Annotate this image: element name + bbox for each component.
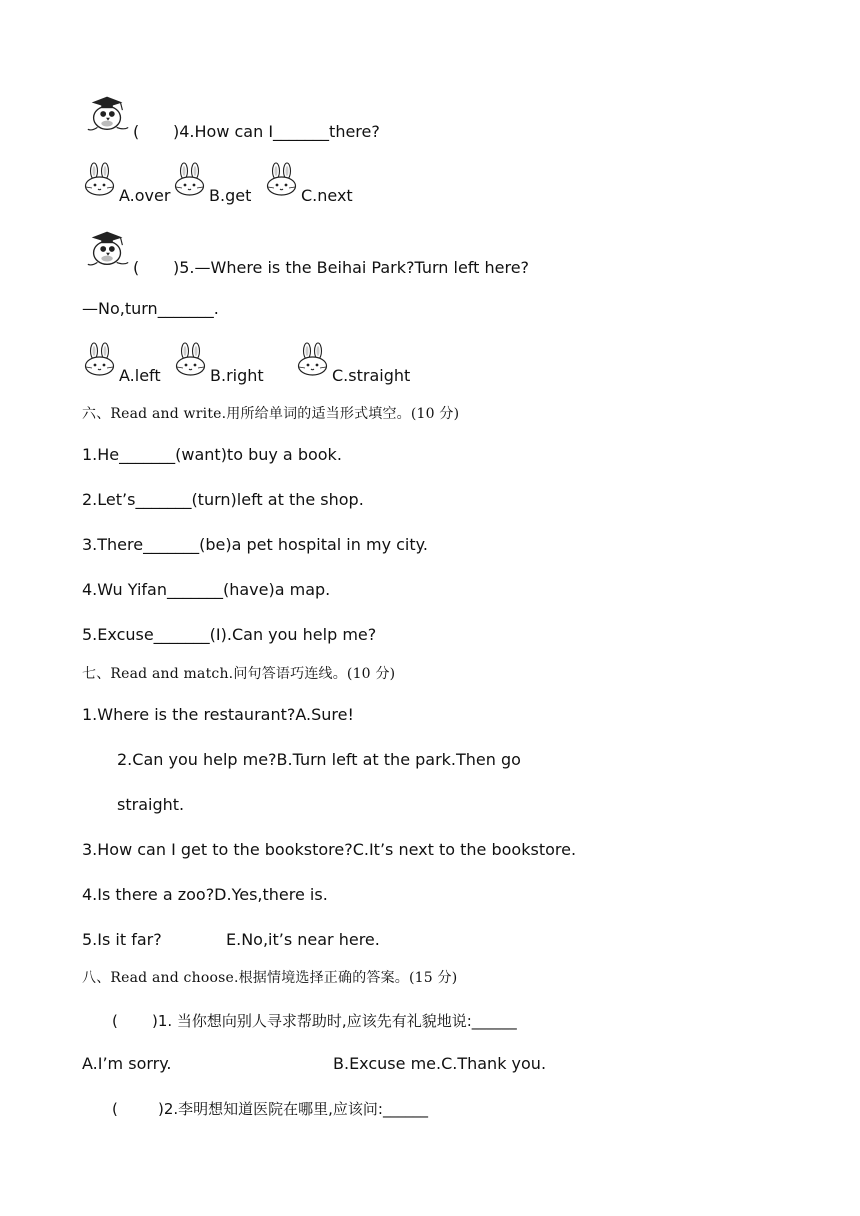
match-answer-e[interactable]: E.No,it’s near here. xyxy=(226,930,380,949)
option-b[interactable]: B.right xyxy=(210,366,264,385)
answer-paren[interactable]: ( xyxy=(133,122,140,141)
match-item-4[interactable]: 4.Is there a zoo?D.Yes,there is. xyxy=(82,885,328,904)
match-item-2[interactable]: 2.Can you help me?B.Turn left at the park.Then go xyxy=(117,750,521,769)
question-5 xyxy=(133,258,529,278)
option-b[interactable]: B.get xyxy=(209,186,252,205)
answer-paren[interactable]: ( xyxy=(112,1012,118,1030)
match-item-2-cont: straight. xyxy=(117,795,185,814)
option-c[interactable]: C.straight xyxy=(332,366,411,385)
bunny-icon xyxy=(173,342,209,378)
match-item-3[interactable]: 3.How can I get to the bookstore?C.It’s next to the bookstore. xyxy=(82,840,577,859)
choose-option-a[interactable]: A.I’m sorry. xyxy=(82,1054,172,1073)
choose-question-2 xyxy=(112,1099,428,1119)
fill-item-2[interactable]: 2.Let’s_______(turn)left at the shop. xyxy=(82,490,364,509)
choose-option-bc[interactable]: B.Excuse me.C.Thank you. xyxy=(333,1054,547,1073)
option-a[interactable]: A.left xyxy=(119,366,161,385)
match-item-5[interactable]: 5.Is it far? xyxy=(82,930,162,949)
answer-paren[interactable]: ( xyxy=(112,1100,118,1118)
fill-item-5[interactable]: 5.Excuse_______(I).Can you help me? xyxy=(82,625,377,644)
owl-teacher-icon xyxy=(84,88,132,138)
option-c[interactable]: C.next xyxy=(301,186,353,205)
question-text: )2.李明想知道医院在哪里,应该问:______ xyxy=(158,1100,428,1118)
question-text: )4.How can I_______there? xyxy=(173,122,380,141)
bunny-icon xyxy=(172,162,208,198)
fill-item-4[interactable]: 4.Wu Yifan_______(have)a map. xyxy=(82,580,331,599)
bunny-icon xyxy=(264,162,300,198)
fill-item-3[interactable]: 3.There_______(be)a pet hospital in my city. xyxy=(82,535,428,554)
question-5-reply: —No,turn_______. xyxy=(82,299,219,318)
owl-teacher-icon xyxy=(84,223,132,273)
fill-item-1[interactable]: 1.He_______(want)to buy a book. xyxy=(82,445,342,464)
bunny-icon xyxy=(82,162,118,198)
section-7-title: 七、Read and match.问句答语巧连线。(10 分) xyxy=(82,666,396,682)
option-a[interactable]: A.over xyxy=(119,186,171,205)
question-text: )1. 当你想向别人寻求帮助时,应该先有礼貌地说:______ xyxy=(152,1012,517,1030)
bunny-icon xyxy=(295,342,331,378)
choose-question-1 xyxy=(112,1011,517,1031)
section-8-title: 八、Read and choose.根据情境选择正确的答案。(15 分) xyxy=(82,970,458,986)
match-item-1[interactable]: 1.Where is the restaurant?A.Sure! xyxy=(82,705,354,724)
question-text: )5.—Where is the Beihai Park?Turn left here? xyxy=(173,258,530,277)
section-6-title: 六、Read and write.用所给单词的适当形式填空。(10 分) xyxy=(82,406,460,422)
bunny-icon xyxy=(82,342,118,378)
answer-paren[interactable]: ( xyxy=(133,258,140,277)
question-4 xyxy=(133,122,380,142)
